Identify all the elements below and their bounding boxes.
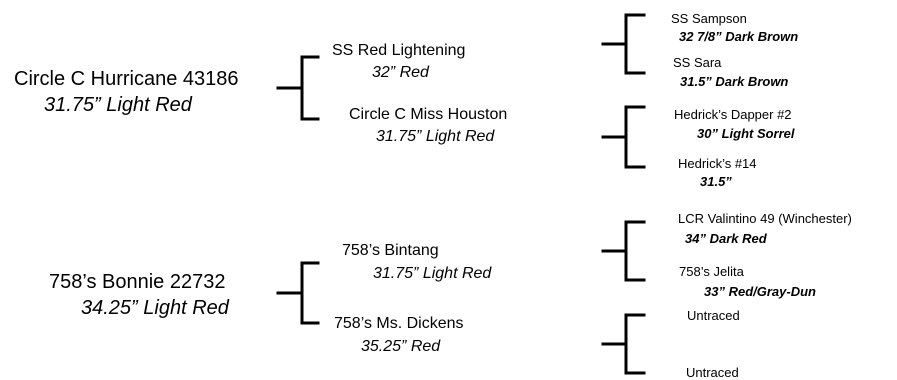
sire-dam-description: 33” Red/Gray-Dun [704,284,816,299]
dam-description: 35.25” Red [361,338,441,355]
dam-sire-name: Hedrick’s Dapper #2 [674,107,792,122]
sire-name: 758’s Bintang [342,242,439,259]
bracket-p2-sire [603,222,644,280]
dam-sire-name: Untraced [687,308,740,323]
sire-sire-description: 32 7/8” Dark Brown [679,29,799,44]
sire-dam-name: SS Sara [673,55,722,70]
dam-dam-description: 31.5” [700,174,732,189]
dam-sire-description: 30” Light Sorrel [697,126,795,141]
bracket-p2-dam [603,315,644,373]
bracket-p1-dam [603,107,644,167]
sire-dam-description: 31.5” Dark Brown [680,74,789,89]
dam-name: Circle C Miss Houston [349,106,508,123]
dam-dam-name: Hedrick’s #14 [678,156,757,171]
dam-name: 758’s Ms. Dickens [334,315,464,332]
sire-sire-name: SS Sampson [671,11,747,26]
subject-description: 34.25” Light Red [81,297,229,319]
bracket-p1-sire [603,15,644,73]
subject-description: 31.75” Light Red [44,94,192,116]
subject-name: 758’s Bonnie 22732 [49,271,226,293]
sire-description: 31.75” Light Red [373,265,492,282]
bracket-p2-parents [278,263,318,323]
sire-description: 32” Red [372,64,429,81]
dam-dam-name: Untraced [686,365,739,380]
sire-sire-description: 34” Dark Red [685,231,767,246]
sire-name: SS Red Lightening [332,42,466,59]
bracket-p1-parents [278,57,318,119]
dam-description: 31.75” Light Red [376,128,495,145]
sire-sire-name: LCR Valintino 49 (Winchester) [678,211,852,226]
sire-dam-name: 758’s Jelita [679,264,744,279]
subject-name: Circle C Hurricane 43186 [14,68,239,90]
